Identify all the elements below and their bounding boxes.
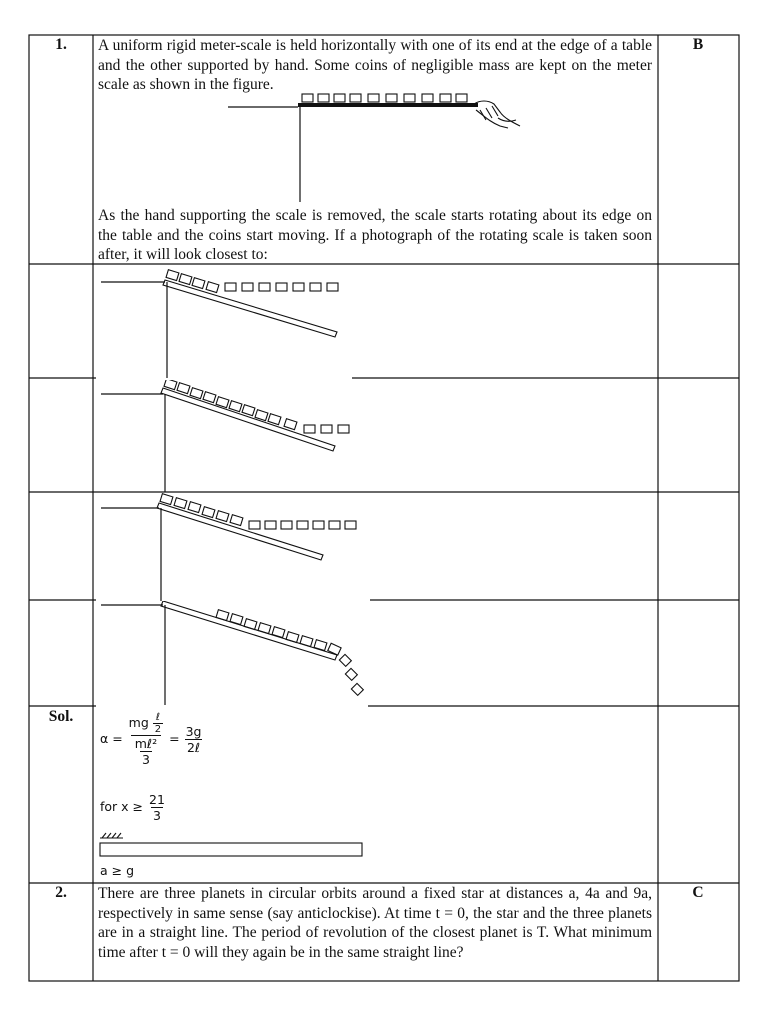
den-3: 3 bbox=[152, 808, 161, 823]
ml2-term: mℓ² bbox=[134, 736, 158, 751]
question-1-number: 1. bbox=[55, 36, 67, 53]
option-d-figure[interactable] bbox=[97, 601, 377, 705]
for-x-text: for x ≥ bbox=[100, 799, 144, 814]
x-condition bbox=[100, 792, 167, 823]
alpha-fraction bbox=[127, 712, 165, 767]
scale-figure bbox=[228, 92, 528, 202]
solution-label: Sol. bbox=[48, 708, 74, 725]
ell-term: ℓ bbox=[155, 712, 161, 723]
question-1-intro: A uniform rigid meter-scale is held horizontally with one of its end at the edge of a table and the other supported by hand. Some coins of negligible mass are kept on the meter scale as shown in the figure. bbox=[98, 37, 652, 93]
two-ell-term: 2ℓ bbox=[186, 740, 201, 755]
three-g-term: 3g bbox=[185, 724, 202, 739]
option-a-figure[interactable] bbox=[97, 266, 357, 378]
three-term: 3 bbox=[141, 752, 150, 767]
equals-sign: = bbox=[169, 731, 180, 746]
hand-icon bbox=[474, 101, 520, 128]
option-c-figure[interactable] bbox=[97, 493, 367, 601]
question-1-answer: B bbox=[692, 36, 704, 53]
coin-row bbox=[302, 94, 467, 102]
question-1-after: As the hand supporting the scale is removed, the scale starts rotating about its edge on the table and the coins start moving. If a photograph of the rotating scale is taken soon after, it will look closest to: bbox=[98, 207, 652, 263]
option-b-figure[interactable] bbox=[97, 380, 357, 492]
alpha-equation bbox=[100, 712, 204, 767]
support-bar-figure bbox=[97, 830, 367, 860]
two-term: 2 bbox=[154, 724, 162, 735]
question-2-number: 2. bbox=[55, 884, 67, 901]
alpha-symbol: α = bbox=[100, 731, 123, 746]
a-ge-g: a ≥ g bbox=[100, 863, 135, 878]
question-2-answer: C bbox=[692, 884, 704, 901]
num-21: 21 bbox=[149, 792, 165, 807]
question-2-text: There are three planets in circular orbits around a fixed star at distances a, 4a and 9a, respectively in same sense (say anticlockise). At time t = 0, the star and the three planets are in a straight line. The period of revolution of the closest planet is T. What minimum time after t = 0 will they again be in the same straight line? bbox=[98, 885, 652, 961]
result-fraction bbox=[184, 724, 204, 755]
mg-term: mg bbox=[128, 715, 149, 730]
